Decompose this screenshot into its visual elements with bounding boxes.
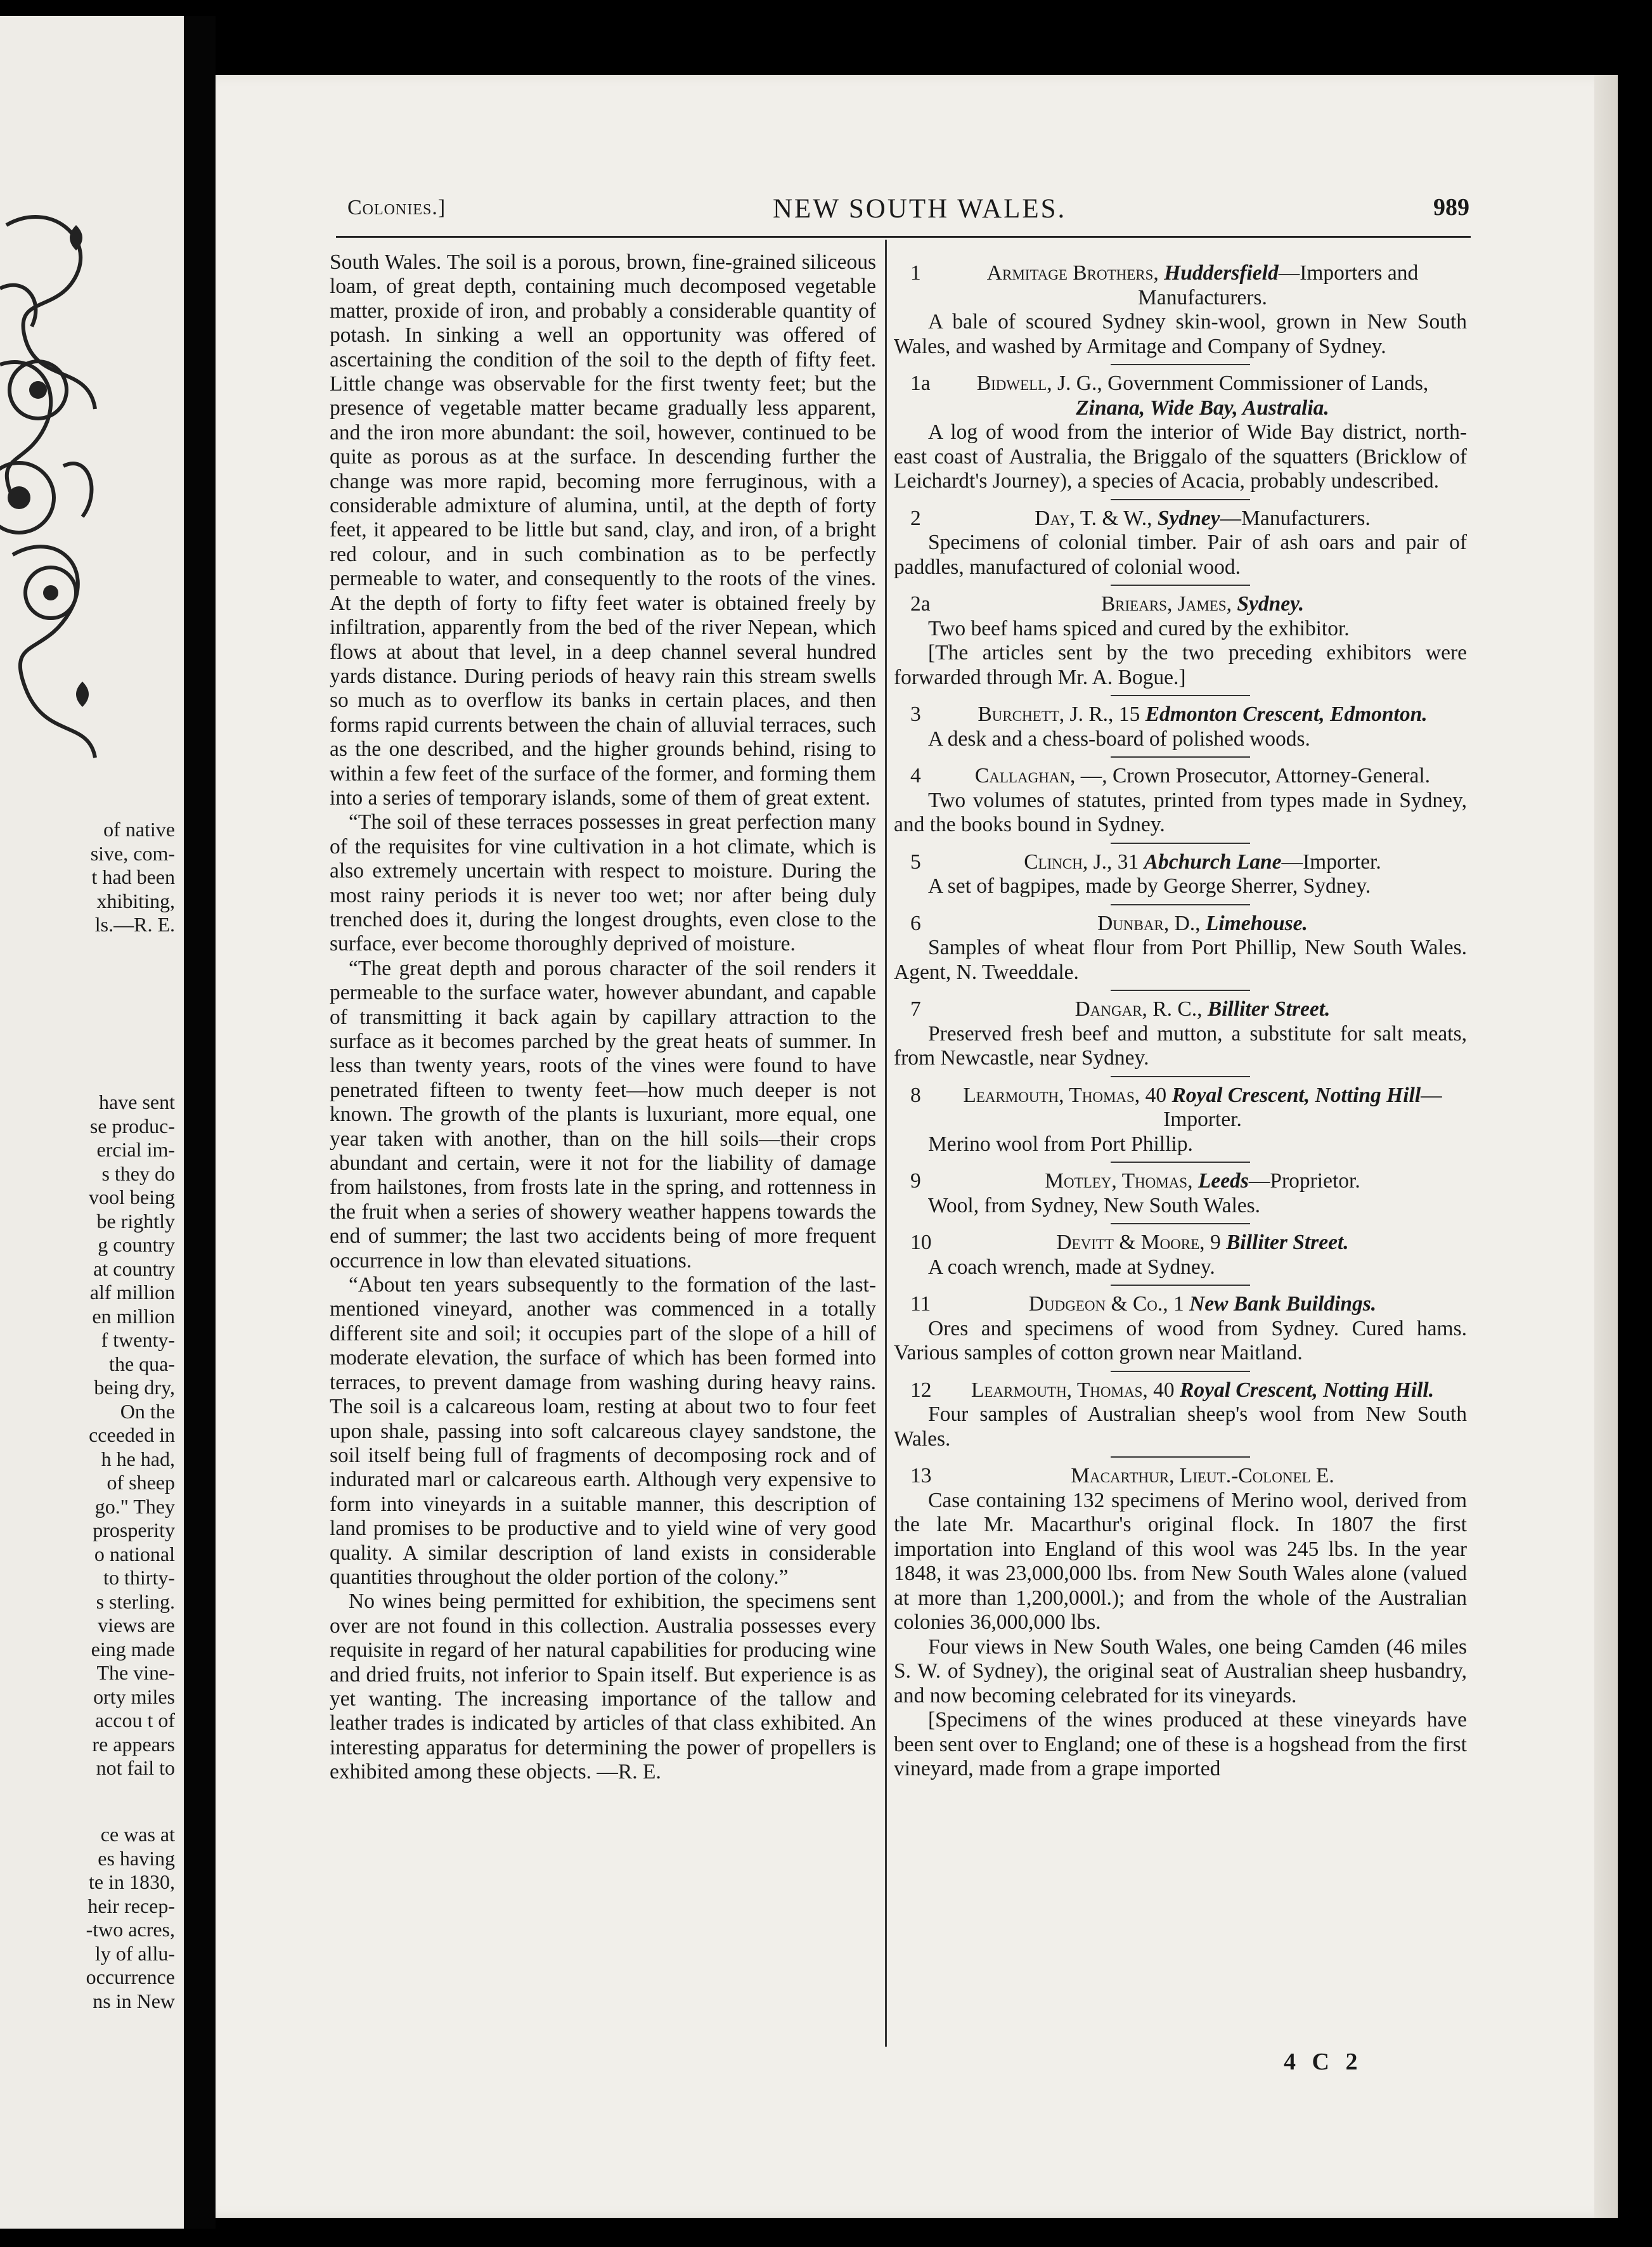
previous-page-line: views are [98,1614,175,1636]
catalogue-entry [894,507,1467,580]
previous-page-line: o national [94,1542,175,1565]
left-column [330,250,876,1785]
entry-description: Two volumes of statutes, printed from types made in Sydney, and the books bound in Sydney. [894,788,1467,836]
previous-page-text-block-2 [89,1091,175,1780]
previous-page-line: en million [92,1304,175,1328]
previous-page-line: The vine- [96,1661,175,1684]
entry-description: A log of wood from the interior of Wide Bay district, north-east coast of Australia, the Briggalo of the squatters (Bricklow of Leichardt's Journey), a species of Acacia, probably undescribed. [894,420,1467,493]
exhibitor-role: —Manufacturers. [1220,506,1371,530]
exhibitor-name: Armitage Brothers, [986,261,1159,285]
entry-number: 11 [910,1292,931,1316]
exhibitor-name: Learmouth, Thomas, [971,1378,1148,1402]
entry-separator [1111,695,1250,696]
entry-separator [1111,1076,1250,1077]
exhibitor-name: Learmouth, Thomas, [963,1083,1140,1107]
catalogue-entry [894,1084,1467,1157]
previous-page-line: have sent [99,1091,175,1113]
entry-number: 2 [910,506,921,530]
entry-number: 10 [910,1231,932,1254]
entry-heading [894,1084,1467,1132]
entry-heading [894,703,1467,727]
exhibitor-place: Leeds [1197,1169,1249,1193]
ornamental-initial-decoration [0,200,101,770]
entry-description: Merino wool from Port Phillip. [928,1132,1193,1156]
entry-description: [Specimens of the wines produced at these vineyards have been sent over to England; one of these is a hogshead from the first vineyard, made from a grape imported [894,1708,1467,1780]
exhibitor-place: Sydney. [1237,592,1305,616]
paragraph: “The great depth and porous character of the soil renders it permeable to the surface water, however abundant, and capable of transmitting it back again by capillary attraction to the surface as it becomes parched by the great heats of summer. In less than twenty years, roots of the vines were found to have penetrated fifteen to twenty feet—how much deeper is not known. The growth of the plants is luxuriant, more equal, one year taken with another, than on the hill soils—their crops abundant and certain, were it not for the liability of damage from hailstones, from frosts late in the spring, and rottenness in the fruit when a series of showery weather happens towards the end of summer; the last two accidents being of more frequent occurrence in low than elevated situations. [330,956,876,1272]
previous-page-line: re appears [92,1732,175,1756]
exhibitor-role: —Importers and Manufacturers. [1138,261,1419,309]
catalogue-entry [894,592,1467,690]
entry-description: Ores and specimens of wood from Sydney. Cured hams. Various samples of cotton grown near Maitland. [894,1316,1467,1364]
catalogue-entry [894,703,1467,751]
previous-page-line: On the [120,1399,175,1423]
street-number: 1 [1168,1292,1184,1316]
street-number: 40 [1140,1083,1167,1107]
exhibitor-place: Zinana, Wide Bay, Australia. [1076,396,1329,420]
exhibitor-place: Royal Crescent, Notting Hill [1171,1083,1421,1107]
previous-page-line: eing made [91,1637,175,1661]
exhibitor-name: Clinch, J., [1024,850,1113,874]
exhibitor-role: —Proprietor. [1248,1169,1360,1193]
exhibitor-name: Day, T. & W., [1035,506,1152,530]
entry-heading [894,997,1467,1022]
previous-page-line: to thirty- [103,1566,175,1589]
exhibitor-place: Billiter Street. [1207,997,1331,1021]
exhibitor-name: Bidwell, J. G., [976,372,1102,395]
previous-page-line: vool being [89,1186,175,1208]
previous-page-line: prosperity [93,1519,175,1541]
entry-separator [1111,904,1250,905]
entry-separator [1111,1285,1250,1286]
previous-page-line: te in 1830, [89,1870,175,1893]
paragraph: “About ten years subsequently to the formation of the last-mentioned vineyard, another was commenced in a totally different site and soil; it occupies part of the slope of a hill of moderate elevation, the surface of which has been formed into terraces, to prevent damage from washing during heavy rains. The soil is a calcareous loam, resting at about two to four feet upon shale, passing into soft calcareous clayey sandstone, the soil itself being full of fragments of decomposing rock and of indurated marl or calcareous earth. Although very expensive to form into vineyards in a suitable manner, this description of land promises to be productive and to yield wine of very good quality. A similar description of land exists in considerable quantities throughout the older portion of the colony.” [330,1273,876,1589]
entry-heading [894,1169,1467,1194]
entry-number: 13 [910,1464,932,1487]
previous-page-line: ls.—R. E. [94,913,175,936]
entry-heading [894,764,1467,789]
entry-description: Two beef hams spiced and cured by the exhibitor. [928,616,1350,640]
exhibitor-name: Devitt & Moore, [1056,1231,1205,1254]
entry-heading [894,372,1467,420]
previous-page-line: ly of allu- [94,1941,175,1965]
entry-number: 8 [910,1083,921,1107]
printer-signature-mark: 4 C 2 [1284,2049,1363,2075]
entry-separator [1111,990,1250,991]
previous-page-text-block-3 [86,1823,175,2013]
entry-number: 9 [910,1169,921,1193]
entry-number: 1 [910,261,921,285]
previous-page-line: the qua- [109,1352,175,1375]
previous-page-line: ns in New [93,1989,175,2012]
entry-description: Samples of wheat flour from Port Phillip, New South Wales. Agent, N. Tweeddale. [894,936,1467,984]
catalogue-entry [894,1464,1467,1782]
entry-heading [894,1464,1467,1489]
entry-separator [1111,499,1250,500]
entry-separator [1111,756,1250,758]
previous-page-line: of sheep [106,1471,175,1494]
previous-page-line: not fail to [96,1756,175,1779]
exhibitor-name: Callaghan, —, [974,764,1107,787]
previous-page-line: f twenty- [101,1328,175,1351]
previous-page-line: sive, com- [90,841,175,865]
previous-page-line: go." They [94,1494,175,1518]
catalogue-entry [894,997,1467,1071]
catalogue-entry [894,261,1467,359]
entry-number: 3 [910,703,921,726]
previous-page-line: heir recep- [87,1894,175,1917]
street-number: 15 [1113,703,1140,726]
entry-description: Case containing 132 specimens of Merino wool, derived from the late Mr. Macarthur's original flock. In 1807 the first importation into England of this wool was 245 lbs. In the year 1848, it was 23,000,000 lbs. from New South Wales alone (valued at more than 1,200,000l.); and from the whole of the Australian colonies 36,000,000 lbs. [894,1488,1467,1634]
entry-number: 2a [910,592,931,616]
catalogue-entry [894,372,1467,494]
entry-description: Preserved fresh beef and mutton, a substitute for salt meats, from Newcastle, near Sydney. [894,1021,1467,1070]
previous-page-line: being dry, [94,1376,175,1399]
entry-number: 5 [910,850,921,874]
catalogue-entry [894,1231,1467,1279]
column-divider [885,240,887,2047]
entry-description: Four samples of Australian sheep's wool from New South Wales. [894,1402,1467,1451]
entry-heading [894,1378,1467,1403]
entry-description: A set of bagpipes, made by George Sherrer, Sydney. [928,874,1371,898]
exhibitor-name: Dangar, R. C., [1074,997,1203,1021]
catalogue-entry [894,1378,1467,1452]
exhibitor-place: Huddersfield [1164,261,1279,285]
exhibitor-name: Dudgeon & Co., [1028,1292,1168,1316]
catalogue-entry [894,1292,1467,1366]
entry-heading [894,1231,1467,1255]
exhibitor-place: New Bank Buildings. [1189,1292,1377,1316]
entry-heading [894,1292,1467,1317]
entry-number: 4 [910,764,921,787]
exhibitor-name: Dunbar, D., [1097,911,1201,935]
paragraph: South Wales. The soil is a porous, brown, fine-grained siliceous loam, of great depth, containing much decomposed vegetable matter, proxide of iron, and probably a considerable quantity of potash. In sinking a well an opportunity was offered of ascertaining the condition of the soil to the depth of fifty feet. Little change was observable for the first twenty feet; but the presence of vegetable matter became gradually less apparent, and the iron more abundant: the soil, however, continued to be quite as porous as at the surface. In descending further the change was more rapid, becoming more ferruginous, with a considerable admixture of alumina, until, at the depth of forty feet, it appeared to be little but sand, clay, and iron, of a bright red colour, and in such combination as to be perfectly permeable to water, and consequently to the roots of the vines. At the depth of forty to fifty feet water is obtained freely by infiltration, apparently from the bed of the river Nepean, which flows at about that level, in a deep channel several hundred yards distance. During periods of heavy rain this stream swells so much as to overflow its banks in certain places, and then forms rapid currents between the chain of alluvial terraces, such as the one described, and the higher grounds behind, rising to within a few feet of the surface of the former, and forming them into a series of temporary islands, some of them of great extent. [330,250,876,810]
previous-page-line: accou t of [94,1709,175,1732]
previous-page-line: ce was at [100,1823,175,1846]
entry-separator [1111,1223,1250,1224]
page-title: NEW SOUTH WALES. [773,194,1067,224]
entry-separator [1111,585,1250,586]
exhibitor-name: Macarthur, Lieut.-Colonel E. [1071,1464,1334,1487]
header-rule [336,236,1471,238]
previous-page-line: h he had, [101,1447,175,1470]
catalogue-entry [894,912,1467,985]
exhibitor-name: Briears, James, [1100,592,1232,616]
exhibitor-place: Sydney [1157,506,1220,530]
exhibitor-name: Burchett, J. R., [978,703,1114,726]
previous-page-line: orty miles [93,1685,175,1708]
page-number: 989 [1433,194,1469,221]
previous-page-line: ercial im- [96,1138,175,1161]
entry-description: [The articles sent by the two preceding exhibitors were forwarded through Mr. A. Bogue.] [894,641,1467,689]
entry-description: A coach wrench, made at Sydney. [928,1255,1215,1279]
entry-description: A bale of scoured Sydney skin-wool, grown in New South Wales, and washed by Armitage and Company of Sydney. [894,310,1467,358]
entry-description: Wool, from Sydney, New South Wales. [928,1193,1261,1217]
previous-page-line: occurrence [86,1965,175,1988]
previous-page-line: be rightly [96,1209,175,1233]
exhibitor-title: Government Commissioner of Lands, [1102,372,1429,395]
previous-page-line: at country [93,1257,175,1280]
street-number: 9 [1204,1231,1221,1254]
previous-page-text-block-1 [91,818,175,937]
exhibitor-role: —Importer. [1163,1083,1442,1131]
previous-page-line: cceeded in [89,1423,175,1446]
previous-page-line: xhibiting, [96,889,175,912]
catalogue-entry [894,1169,1467,1218]
entry-separator [1111,1162,1250,1163]
previous-page-line: g country [98,1233,175,1256]
exhibitor-place: Edmonton Crescent, Edmonton. [1145,703,1428,726]
exhibitor-place: Abchurch Lane [1144,850,1282,874]
previous-page-line: es having [98,1846,175,1870]
entry-heading [894,912,1467,936]
exhibitor-role: —Importer. [1281,850,1381,874]
previous-page-line: of native [103,818,175,841]
paragraph: “The soil of these terraces possesses in great perfection many of the requisites for vine cultivation in a hot climate, which is also extremely uncertain with respect to moisture. During the most rainy periods it is never too wet; nor after being duly trenched does it, during the longest droughts, even close to the surface, ever become thoroughly deprived of moisture. [330,810,876,956]
previous-page-line: alf million [89,1281,175,1304]
entry-heading [894,261,1467,310]
running-header [347,193,1469,231]
entry-separator [1111,843,1250,844]
book-gutter [184,16,216,2229]
entry-description: Specimens of colonial timber. Pair of ash oars and pair of paddles, manufactured of colonial wood. [894,531,1467,579]
previous-page [0,16,184,2229]
entry-description: A desk and a chess-board of polished woods. [928,727,1310,751]
previous-page-line: t had been [91,865,175,888]
catalogue-entry [894,850,1467,899]
entry-number: 12 [910,1378,932,1402]
entry-heading [894,507,1467,531]
previous-page-line: se produc- [89,1114,175,1137]
previous-page-line: -two acres, [86,1918,175,1941]
exhibitor-role: Crown Prosecutor, Attorney-General. [1107,764,1431,787]
exhibitor-name: Motley, Thomas, [1045,1169,1193,1193]
entry-heading [894,592,1467,617]
street-number: 40 [1147,1378,1175,1402]
previous-page-line: s they do [101,1162,175,1185]
paragraph: No wines being permitted for exhibition, the specimens sent over are not found in this collection. Australia possesses every requisite in regard of her natural capabilities for producing wine and dried fruits, not inferior to Spain itself. But experience is as yet wanting. The increasing importance of the tallow and leather trades is indicated by articles of that class exhibited. An interesting apparatus for determining the power of propellers is exhibited among these objects. —R. E. [330,1590,876,1784]
entry-number: 6 [910,911,921,935]
exhibitor-place: Billiter Street. [1226,1231,1349,1254]
entry-number: 1a [910,372,931,395]
entry-number: 7 [910,997,921,1021]
page-edge-shadow [1594,75,1618,2218]
entry-separator [1111,364,1250,365]
entry-separator [1111,1456,1250,1458]
exhibitor-place: Royal Crescent, Notting Hill. [1180,1378,1435,1402]
entry-description: Four views in New South Wales, one being Camden (46 miles S. W. of Sydney), the original seat of Australian sheep husbandry, and now becoming celebrated for its vineyards. [894,1635,1467,1707]
section-label: Colonies.] [347,196,446,219]
exhibitor-list [894,261,1467,1785]
entry-separator [1111,1371,1250,1372]
exhibitor-place: Limehouse. [1205,911,1308,935]
entry-heading [894,850,1467,875]
street-number: 31 [1112,850,1139,874]
catalogue-entry [894,764,1467,838]
previous-page-line: s sterling. [96,1590,175,1613]
